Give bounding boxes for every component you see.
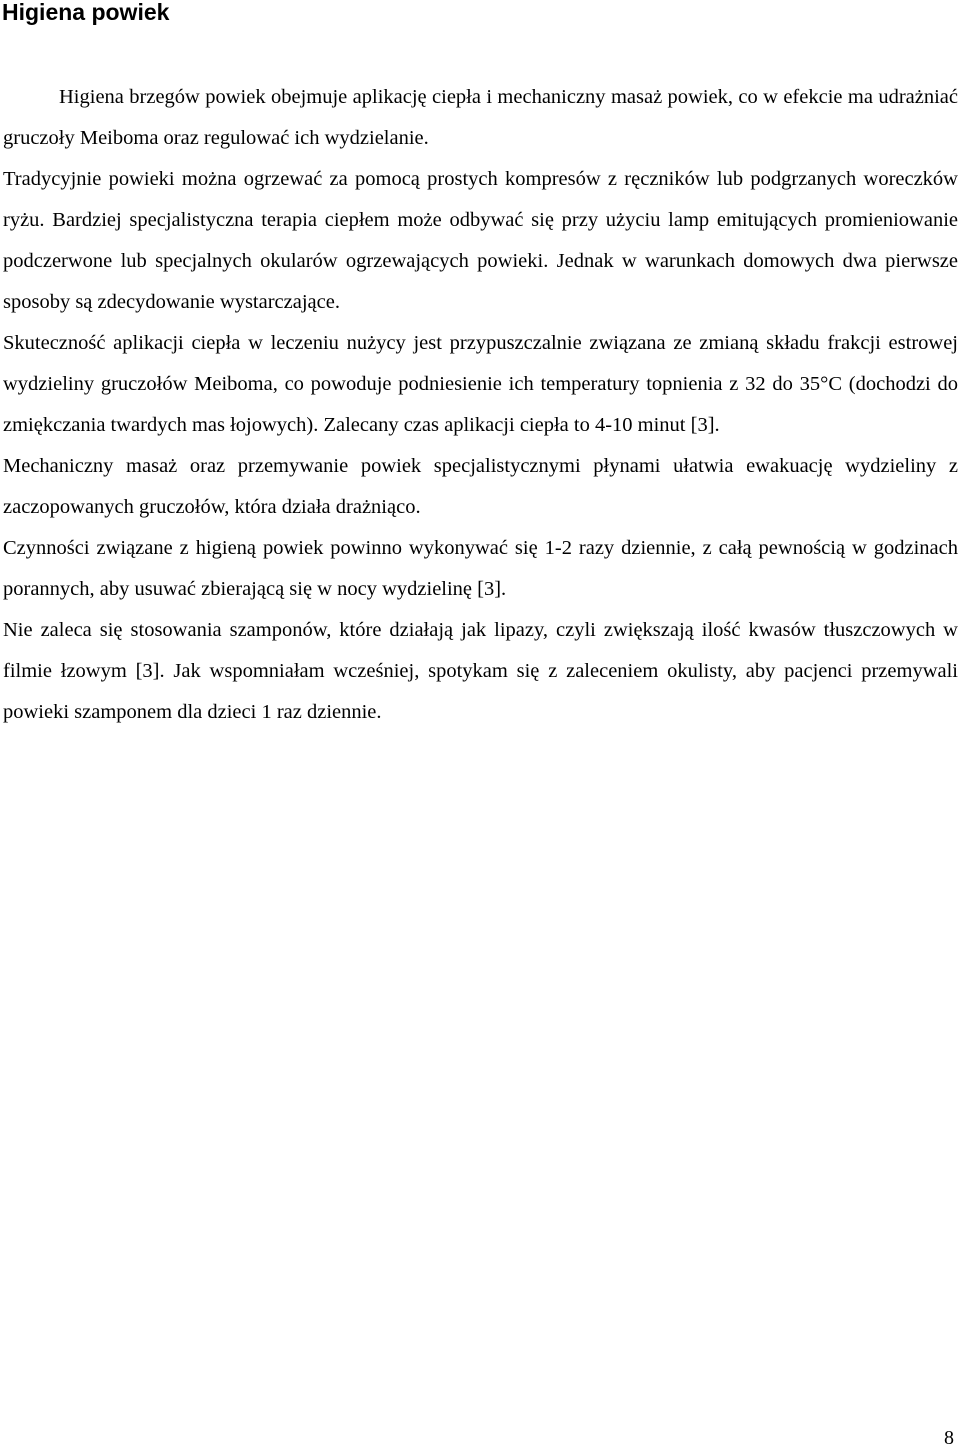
- paragraph-4: Mechaniczny masaż oraz przemywanie powiek specjalistycznymi płynami ułatwia ewakuację wydzieliny z zaczopowanych gruczołów, która działa drażniąco.: [3, 455, 958, 518]
- paragraph-6: Nie zaleca się stosowania szamponów, które działają jak lipazy, czyli zwiększają ilość kwasów tłuszczowych w filmie łzowym [3]. Jak wspomniałam wcześniej, spotykam się z zaleceniem okulisty, aby pacjenci przemywali powieki szamponem dla dzieci 1 raz dziennie.: [3, 619, 958, 723]
- paragraph-3: Skuteczność aplikacji ciepła w leczeniu nużycy jest przypuszczalnie związana ze zmianą składu frakcji estrowej wydzieliny gruczołów Meiboma, co powoduje podniesienie ich temperatury topnienia z 32 do 35°C (dochodzi do zmiękczania twardych mas łojowych). Zalecany czas aplikacji ciepła to 4-10 minut [3].: [3, 332, 958, 436]
- body-text: [3, 77, 958, 733]
- paragraph-2: Tradycyjnie powieki można ogrzewać za pomocą prostych kompresów z ręczników lub podgrzanych woreczków ryżu. Bardziej specjalistyczna terapia ciepłem może odbywać się przy użyciu lamp emitujących promieniowanie podczerwone lub specjalnych okularów ogrzewających powieki. Jednak w warunkach domowych dwa pierwsze sposoby są zdecydowanie wystarczające.: [3, 168, 958, 313]
- paragraph-5: Czynności związane z higieną powiek powinno wykonywać się 1-2 razy dziennie, z całą pewnością w godzinach porannych, aby usuwać zbierającą się w nocy wydzielinę [3].: [3, 537, 958, 600]
- section-heading: Higiena powiek: [2, 0, 170, 25]
- paragraph-1: Higiena brzegów powiek obejmuje aplikację ciepła i mechaniczny masaż powiek, co w efekcie ma udrażniać gruczoły Meiboma oraz regulować ich wydzielanie.: [3, 86, 958, 149]
- page-number: 8: [944, 1427, 954, 1449]
